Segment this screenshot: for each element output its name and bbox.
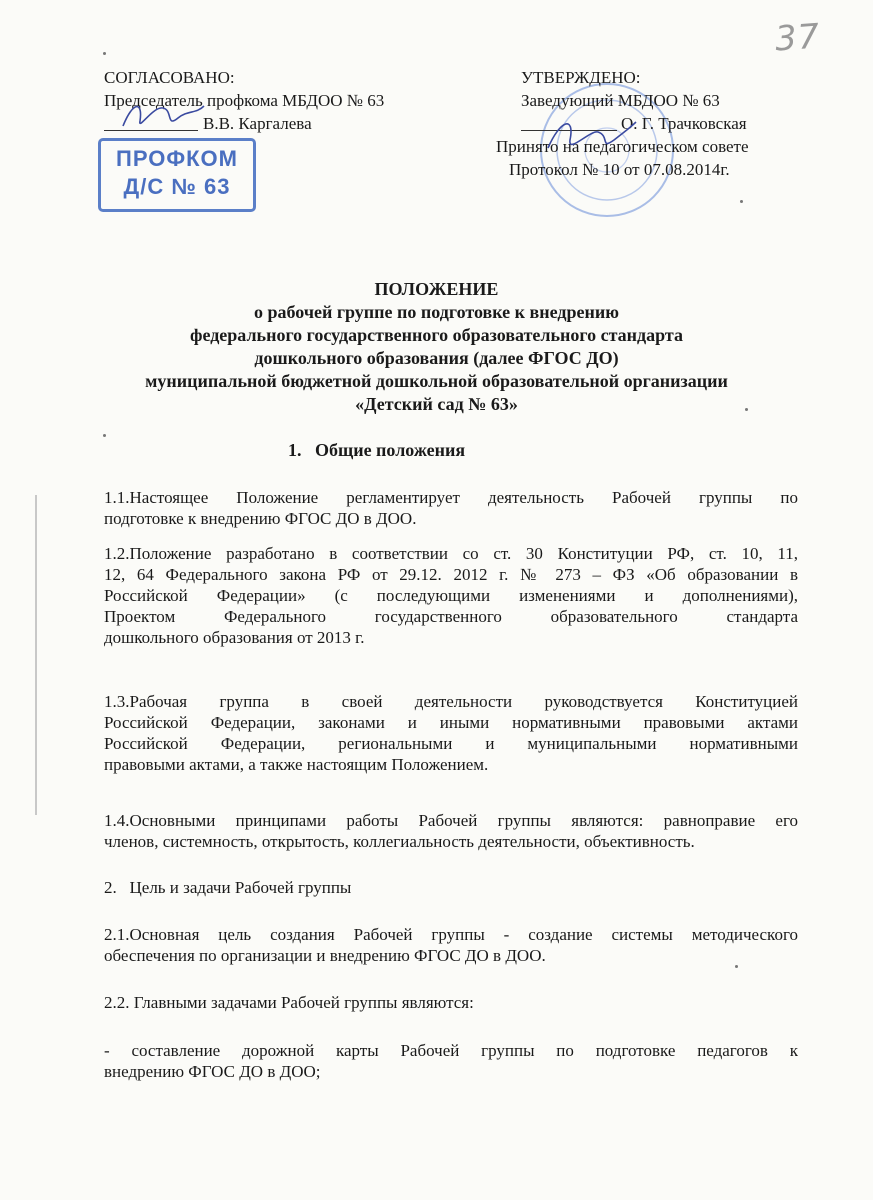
approved-position: Заведующий МБДОО № 63 xyxy=(521,91,720,110)
scan-speck xyxy=(735,965,738,968)
doc-subtitle-5: «Детский сад № 63» xyxy=(355,394,518,414)
p1-2-line-4: Проектом Федерального государственного образовательного стандарта xyxy=(104,607,798,626)
scan-speck xyxy=(103,434,106,437)
p1-1-line-1: 1.1.Настоящее Положение регламентирует деятельность Рабочей группы по xyxy=(104,488,798,507)
p1-4-line-2: членов, системность, открытость, коллегиальность деятельности, объективность. xyxy=(104,832,695,851)
p1-1-line-2: подготовке к внедрению ФГОС ДО в ДОО. xyxy=(104,509,417,528)
section-1-heading: 1. Общие положения xyxy=(288,440,466,460)
paragraph-1-4 xyxy=(104,810,798,852)
doc-subtitle-2: федерального государственного образовательного стандарта xyxy=(189,325,683,345)
p1-3-line-3: Российской Федерации, региональными и муниципальными нормативными xyxy=(104,734,798,753)
p1-2-line-2: 12, 64 Федерального закона РФ от 29.12. 2012 г. № 273 – ФЗ «Об образовании в xyxy=(104,565,798,584)
paragraph-2-1 xyxy=(104,924,798,966)
p2-3-line-1: - составление дорожной карты Рабочей группы по подготовке педагогов к xyxy=(104,1041,798,1060)
paragraph-1-3 xyxy=(104,691,798,775)
p1-2-line-3: Российской Федерации» (с последующими изменениями и дополнениями), xyxy=(104,586,798,605)
agreed-label: СОГЛАСОВАНО: xyxy=(104,68,235,87)
profcom-stamp xyxy=(98,138,256,212)
p2-1-line-1: 2.1.Основная цель создания Рабочей группы - создание системы методического xyxy=(104,925,798,944)
p1-2-line-5: дошкольного образования от 2013 г. xyxy=(104,628,365,647)
doc-title: ПОЛОЖЕНИЕ xyxy=(374,279,499,299)
agreed-position: Председатель профкома МБДОО № 63 xyxy=(104,91,385,110)
scan-speck xyxy=(745,408,748,411)
scan-margin-line xyxy=(35,495,37,815)
scan-speck xyxy=(740,200,743,203)
doc-subtitle-4: муниципальной бюджетной дошкольной образовательной организации xyxy=(145,371,728,391)
p1-4-line-1: 1.4.Основными принципами работы Рабочей группы являются: равноправие его xyxy=(104,811,798,830)
agreed-name: В.В. Каргалева xyxy=(203,114,312,133)
p2-3-line-2: внедрению ФГОС ДО в ДОО; xyxy=(104,1062,321,1081)
stamp-line-1: ПРОФКОМ xyxy=(116,146,238,171)
pedagogical-council: Принято на педагогическом совете xyxy=(496,137,749,156)
p1-2-line-1: 1.2.Положение разработано в соответствии со ст. 30 Конституции РФ, ст. 10, 11, xyxy=(104,544,798,563)
scan-speck xyxy=(103,52,106,55)
approved-name: О. Г. Трачковская xyxy=(621,114,747,133)
section-2-heading: 2. Цель и задачи Рабочей группы xyxy=(104,878,352,897)
handwritten-page-number: 37 xyxy=(773,16,822,60)
paragraph-2-3 xyxy=(104,1040,798,1082)
p1-3-line-2: Российской Федерации, законами и иными нормативными правовыми актами xyxy=(104,713,798,732)
paragraph-1-1 xyxy=(104,487,798,529)
paragraph-1-2 xyxy=(104,543,798,648)
p1-3-line-4: правовыми актами, а также настоящим Положением. xyxy=(104,755,489,774)
p2-2-line-1: 2.2. Главными задачами Рабочей группы являются: xyxy=(104,993,474,1012)
protocol-number: Протокол № 10 от 07.08.2014г. xyxy=(509,160,730,179)
signature-left xyxy=(118,96,208,136)
stamp-line-2: Д/С № 63 xyxy=(123,174,231,199)
paragraph-2-2 xyxy=(104,992,798,1013)
doc-subtitle-1: о рабочей группе по подготовке к внедрению xyxy=(254,302,619,322)
signature-right xyxy=(540,110,640,160)
approved-label: УТВЕРЖДЕНО: xyxy=(521,68,641,87)
doc-subtitle-3: дошкольного образования (далее ФГОС ДО) xyxy=(254,348,619,368)
p1-3-line-1: 1.3.Рабочая группа в своей деятельности руководствуется Конституцией xyxy=(104,692,798,711)
p2-1-line-2: обеспечения по организации и внедрению ФГОС ДО в ДОО. xyxy=(104,946,546,965)
